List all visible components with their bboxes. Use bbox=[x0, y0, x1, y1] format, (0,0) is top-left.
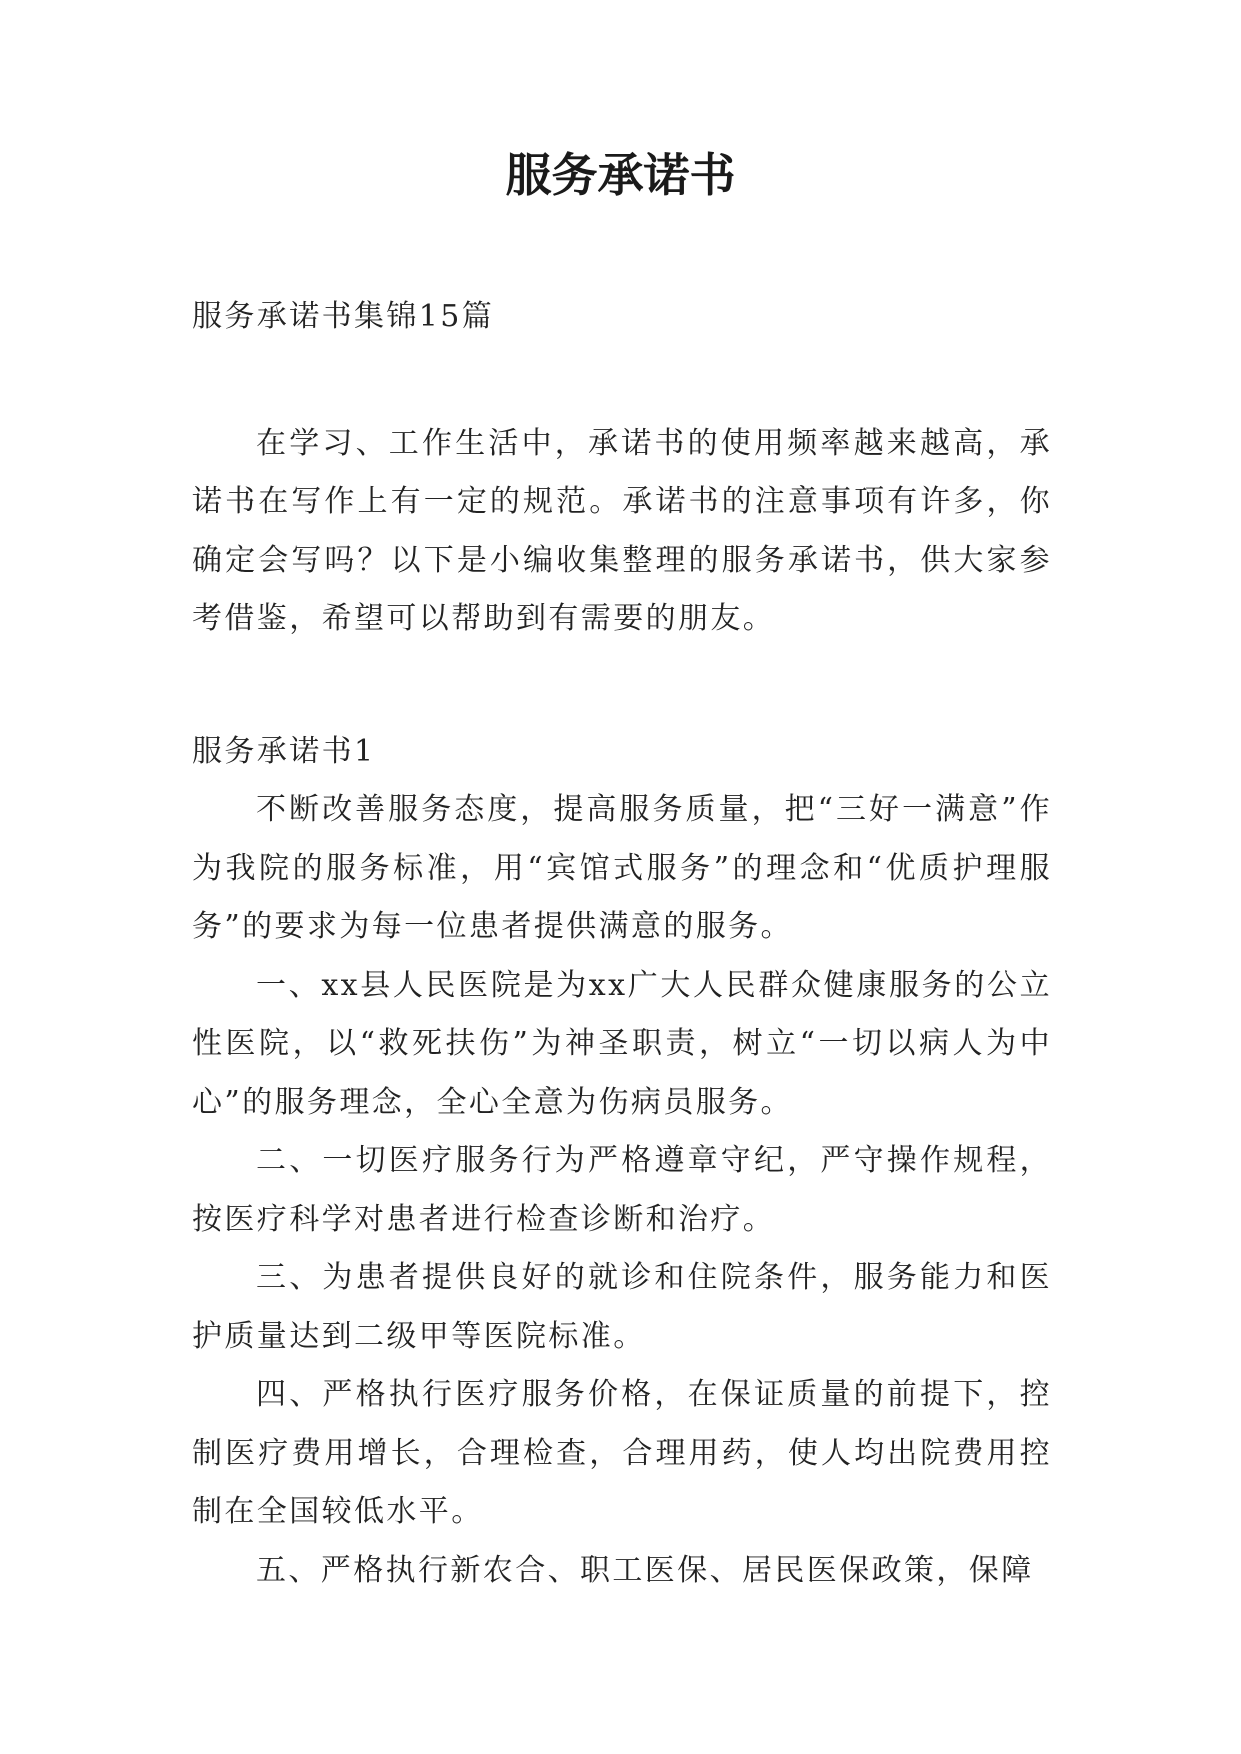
body-paragraph: 一、xx县人民医院是为xx广大人民群众健康服务的公立性医院，以“救死扶伤”为神圣职责，树立“一切以病人为中心”的服务理念，全心全意为伤病员服务。 bbox=[192, 967, 1052, 1120]
body-paragraph: 二、一切医疗服务行为严格遵章守纪，严守操作规程，按医疗科学对患者进行检查诊断和治疗。 bbox=[192, 1143, 1052, 1237]
intro-paragraph: 在学习、工作生活中，承诺书的使用频率越来越高，承诺书在写作上有一定的规范。承诺书的注意事项有许多，你确定会写吗？以下是小编收集整理的服务承诺书，供大家参考借鉴，希望可以帮助到有需要的朋友。 bbox=[192, 425, 1052, 636]
body-paragraph: 四、严格执行医疗服务价格，在保证质量的前提下，控制医疗费用增长，合理检查，合理用药，使人均出院费用控制在全国较低水平。 bbox=[192, 1377, 1052, 1529]
section-heading: 服务承诺书1 bbox=[192, 733, 376, 769]
document-body bbox=[192, 288, 1052, 1600]
document-title: 服务承诺书 bbox=[505, 148, 736, 202]
body-paragraph: 三、为患者提供良好的就诊和住院条件，服务能力和医护质量达到二级甲等医院标准。 bbox=[192, 1260, 1052, 1354]
document-subtitle: 服务承诺书集锦15篇 bbox=[192, 299, 495, 334]
body-paragraph: 五、严格执行新农合、职工医保、居民医保政策，保障 bbox=[256, 1552, 1034, 1588]
body-paragraph: 不断改善服务态度，提高服务质量，把“三好一满意”作为我院的服务标准，用“宾馆式服务”的理念和“优质护理服务”的要求为每一位患者提供满意的服务。 bbox=[192, 792, 1052, 944]
